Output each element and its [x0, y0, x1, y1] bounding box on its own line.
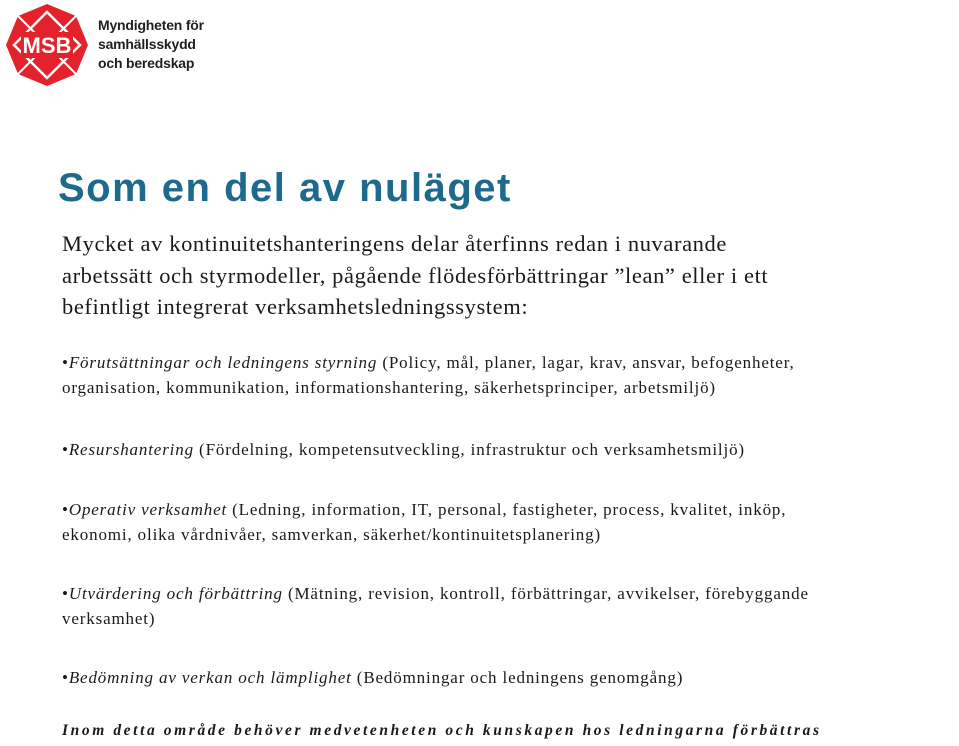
bullet-term: Utvärdering och förbättring [68, 584, 283, 603]
logo-agency-name [98, 16, 204, 73]
msb-logo-mark [4, 2, 90, 88]
bullet-item [62, 497, 958, 547]
msb-logo [4, 2, 204, 88]
bullet-marker: • [62, 500, 69, 519]
bullet-marker: • [62, 353, 69, 372]
bullet-term: Förutsättningar och ledningens styrning [68, 353, 378, 372]
bullet-term: Resurshantering [68, 440, 194, 459]
bullet-item [62, 581, 958, 631]
intro-line-2: arbetssätt och styrmodeller, pågående flödesförbättringar ”lean” eller i ett [62, 262, 769, 288]
logo-abbr: MSB [22, 33, 72, 58]
intro-line-3: befintligt integrerat verksamhetsledningssystem: [62, 294, 529, 319]
bullet-item [62, 350, 958, 400]
bullet-line [62, 437, 958, 462]
logo-line-3: och beredskap [98, 55, 195, 71]
bullet-term: Bedömning av verkan och lämplighet [68, 668, 352, 687]
bullet-details: (Mätning, revision, kontroll, förbättringar, avvikelser, förebyggande [282, 584, 809, 603]
bullet-marker: • [62, 584, 69, 603]
bullet-line [62, 497, 958, 522]
bullet-marker: • [62, 440, 69, 459]
logo-line-1: Myndigheten för [98, 17, 204, 33]
bullet-marker: • [62, 668, 69, 687]
intro-line-1: Mycket av kontinuitetshanteringens delar återfinns redan i nuvarande [62, 231, 727, 256]
logo-line-2: samhällsskydd [98, 36, 196, 52]
bullet-details: (Fördelning, kompetensutveckling, infrastruktur och verksamhetsmiljö) [193, 440, 745, 459]
slide-title: Som en del av nuläget [58, 166, 512, 210]
bullet-continuation: verksamhet) [62, 609, 156, 628]
footer-statement: Inom detta område behöver medvetenheten och kunskapen hos ledningarna förbättras [62, 722, 822, 739]
bullet-details: (Policy, mål, planer, lagar, krav, ansvar, befogenheter, [377, 353, 795, 372]
bullet-details: (Bedömningar och ledningens genomgång) [351, 668, 684, 687]
intro-paragraph [62, 228, 942, 323]
bullet-details: (Ledning, information, IT, personal, fastigheter, process, kvalitet, inköp, [227, 500, 787, 519]
bullet-line [62, 350, 958, 375]
bullet-continuation: ekonomi, olika vårdnivåer, samverkan, säkerhet/kontinuitetsplanering) [62, 525, 602, 544]
bullet-item [62, 437, 958, 462]
bullet-line [62, 665, 958, 690]
bullet-item [62, 665, 958, 690]
bullet-term: Operativ verksamhet [68, 500, 228, 519]
bullet-continuation: organisation, kommunikation, informationshantering, säkerhetsprinciper, arbetsmiljö) [62, 378, 716, 397]
bullet-line [62, 581, 958, 606]
